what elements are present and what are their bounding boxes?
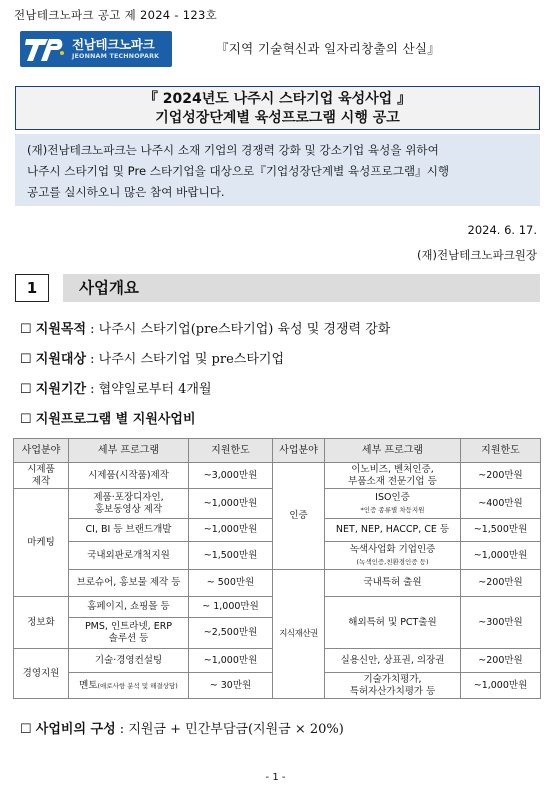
logo-name: 전남테크노파크 (72, 37, 155, 52)
limit-cell: ~1,000만원 (189, 519, 273, 542)
program-cell: 기술가치평가, 특허자산가치평가 등 (325, 673, 461, 699)
program-cell: CI, BI 등 브랜드개발 (69, 519, 189, 542)
category-cell: 지식재산권 (273, 570, 325, 699)
limit-cell: ~1,000만원 (461, 542, 541, 570)
program-cell: 녹색사업화 기업인증 (녹색인증,친환경인증 등) (325, 542, 461, 570)
bullet-target (20, 348, 284, 367)
limit-cell: ~1,500만원 (461, 519, 541, 542)
document-number: 전남테크노파크 공고 제 2024 - 123호 (14, 8, 218, 22)
checkbox-icon: ☐ (20, 322, 32, 337)
jeonnam-technopark-logo (20, 31, 172, 67)
budget-composition (20, 718, 344, 737)
program-cell: 브로슈어, 홍보물 제작 등 (69, 570, 189, 597)
category-cell: 경영지원 (14, 649, 69, 699)
bullet-period (20, 378, 212, 397)
program-cell: 기술·경영컨설팅 (69, 649, 189, 673)
section-title: 사업개요 (79, 279, 139, 297)
bullet-purpose (20, 318, 390, 337)
title-line-2: 기업성장단계별 육성프로그램 시행 공고 (155, 110, 400, 126)
checkbox-icon: ☐ (20, 412, 32, 427)
logo-subtitle: JEONNAM TECHNOPARK (72, 53, 160, 60)
table-header: 지원한도 (189, 439, 273, 463)
category-cell: 인증 (273, 463, 325, 570)
program-cell: 제품·포장디자인, 홍보동영상 제작 (69, 489, 189, 519)
limit-cell: ~200만원 (461, 463, 541, 489)
section-number: 1 (15, 274, 49, 302)
composition-label: 사업비의 구성 (35, 722, 116, 737)
program-cell: ISO인증 *인증 종류별 차등지원 (325, 489, 461, 519)
limit-cell: ~ 1,000만원 (189, 597, 273, 618)
program-cell: 시제품(시작품)제작 (69, 463, 189, 489)
program-cell: 멘토(애로사항 분석 및 해결상담) (69, 673, 189, 699)
section-header (15, 274, 540, 302)
bullet-label: 지원대상 (35, 352, 87, 367)
limit-cell: ~200만원 (461, 570, 541, 597)
checkbox-icon: ☐ (20, 352, 32, 367)
limit-cell: ~1,000만원 (461, 673, 541, 699)
program-cell: NET, NEP, HACCP, CE 등 (325, 519, 461, 542)
bullet-text: : 협약일로부터 4개월 (86, 382, 212, 397)
bullet-text: : 나주시 스타기업 및 pre스타기업 (86, 352, 284, 367)
tp-logo-icon (24, 33, 64, 65)
bullet-text: : 나주시 스타기업(pre스타기업) 육성 및 경쟁력 강화 (86, 322, 391, 337)
support-program-table (13, 438, 541, 699)
title-box (15, 86, 540, 130)
limit-cell: ~ 30만원 (189, 673, 273, 699)
program-cell: 실용신안, 상표권, 의장권 (325, 649, 461, 673)
category-cell: 시제품 제작 (14, 463, 69, 489)
program-cell: 국내특허 출원 (325, 570, 461, 597)
bullet-label: 지원기간 (35, 382, 87, 397)
bullet-label: 지원목적 (35, 322, 87, 337)
limit-cell: ~300만원 (461, 597, 541, 649)
category-cell: 마케팅 (14, 489, 69, 597)
limit-cell: ~1,500만원 (189, 542, 273, 570)
table-header: 사업분야 (14, 439, 69, 463)
limit-cell: ~400만원 (461, 489, 541, 519)
intro-line: 나주시 스타기업 및 Pre 스타기업을 대상으로『기업성장단계별 육성프로그램』시행 (27, 164, 450, 178)
intro-line: 공고를 실시하오니 많은 참여 바랍니다. (27, 185, 225, 199)
checkbox-icon: ☐ (20, 382, 32, 397)
limit-cell: ~3,000만원 (189, 463, 273, 489)
table-header: 사업분야 (273, 439, 325, 463)
bullet-label: 지원프로그램 별 지원사업비 (35, 412, 196, 427)
bullet-budget (20, 408, 196, 427)
slogan: 『지역 기술혁신과 일자리창출의 산실』 (216, 41, 441, 56)
limit-cell: ~2,500만원 (189, 618, 273, 649)
limit-cell: ~ 500만원 (189, 570, 273, 597)
composition-text: : 지원금 + 민간부담금(지원금 × 20%) (115, 722, 344, 737)
program-cell: 홈페이지, 쇼핑몰 등 (69, 597, 189, 618)
limit-cell: ~1,000만원 (189, 489, 273, 519)
page-number: - 1 - (265, 772, 286, 783)
intro-line: (재)전남테크노파크는 나주시 소재 기업의 경쟁력 강화 및 강소기업 육성을 위하여 (27, 143, 439, 157)
table-header: 세부 프로그램 (325, 439, 461, 463)
program-cell: PMS, 인트라넷, ERP 솔루션 등 (69, 618, 189, 649)
limit-cell: ~1,000만원 (189, 649, 273, 673)
title-line-1: 『 2024년도 나주시 스타기업 육성사업 』 (143, 91, 412, 107)
program-cell: 해외특허 및 PCT출원 (325, 597, 461, 649)
table-header: 지원한도 (461, 439, 541, 463)
checkbox-icon: ☐ (20, 722, 32, 737)
program-cell: 이노비즈, 벤처인증, 부품소재 전문기업 등 (325, 463, 461, 489)
program-cell: 국내외판로개척지원 (69, 542, 189, 570)
table-header: 세부 프로그램 (69, 439, 189, 463)
category-cell: 정보화 (14, 597, 69, 649)
announcement-date: 2024. 6. 17. (467, 223, 537, 237)
limit-cell: ~200만원 (461, 649, 541, 673)
issuer: (재)전남테크노파크원장 (416, 248, 537, 262)
intro-box (15, 134, 540, 206)
